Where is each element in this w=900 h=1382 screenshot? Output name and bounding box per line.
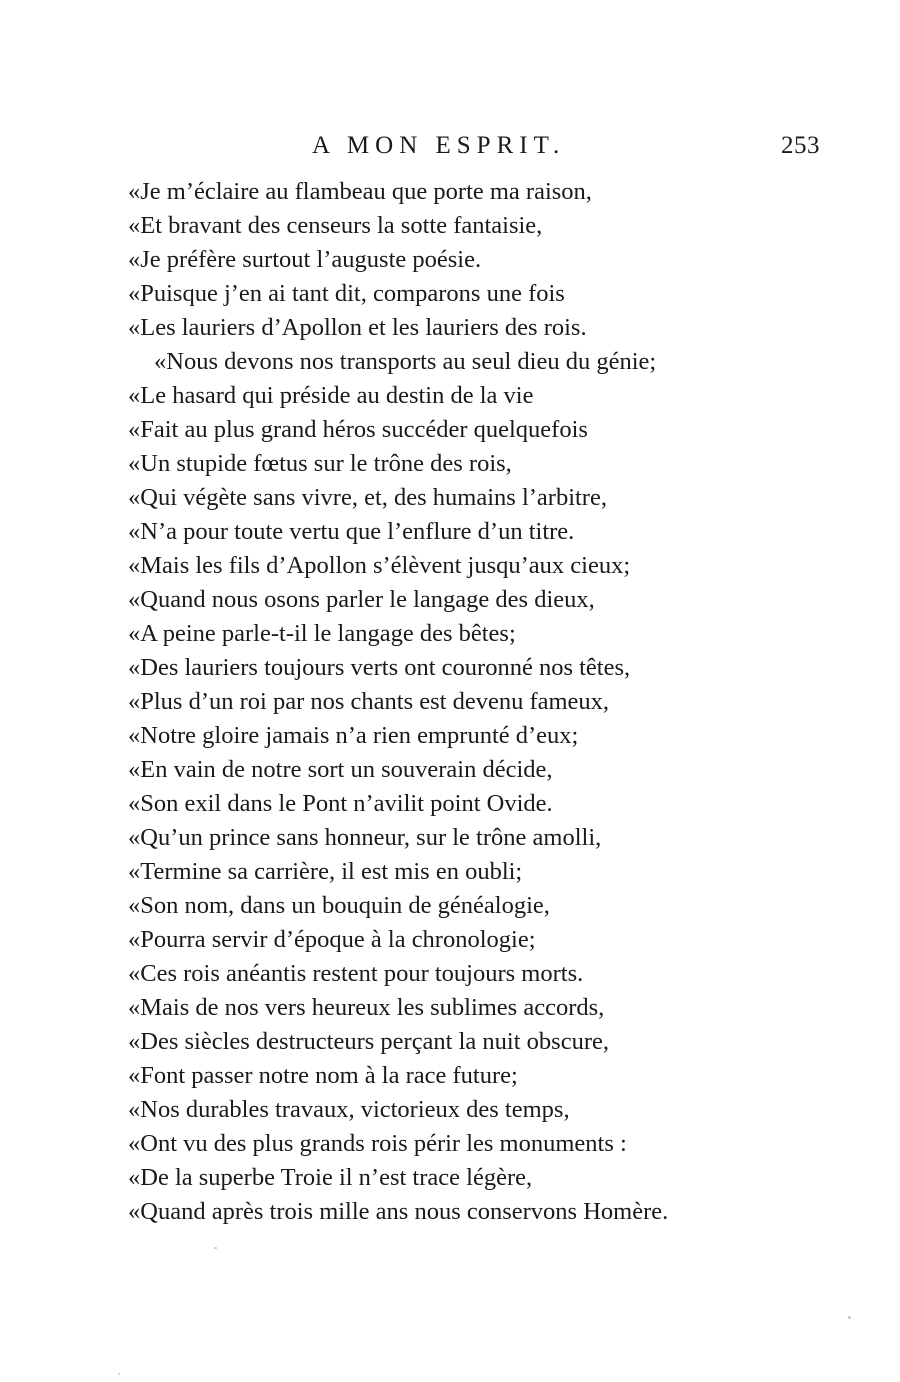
verse-line: «Qui végète sans vivre, et, des humains l’arbitre, (128, 484, 607, 511)
verse-line: «De la superbe Troie il n’est trace légère, (128, 1164, 533, 1191)
paper-speck (848, 1316, 851, 1319)
verse-line: «Ces rois anéantis restent pour toujours morts. (128, 960, 584, 987)
verse-line: «A peine parle-t-il le langage des bêtes; (128, 620, 516, 647)
verse-line: «Notre gloire jamais n’a rien emprunté d’eux; (128, 722, 579, 749)
verse-line: «Pourra servir d’époque à la chronologie; (128, 926, 536, 953)
running-title: A MON ESPRIT. (312, 132, 566, 159)
verse-line: «Font passer notre nom à la race future; (128, 1062, 518, 1089)
verse-line: «Fait au plus grand héros succéder quelquefois (128, 416, 588, 443)
verse-line: «Je m’éclaire au flambeau que porte ma raison, (128, 178, 592, 205)
verse-line: «Nos durables travaux, victorieux des temps, (128, 1096, 570, 1123)
verse-line: «Quand après trois mille ans nous conservons Homère. (128, 1198, 669, 1225)
verse-line: «Les lauriers d’Apollon et les lauriers des rois. (128, 314, 587, 341)
paper-speck (214, 1247, 217, 1249)
verse-line: «Ont vu des plus grands rois périr les monuments : (128, 1130, 627, 1157)
verse-line: «Mais de nos vers heureux les sublimes accords, (128, 994, 605, 1021)
page-number: 253 (781, 132, 820, 159)
verse-line: «Son nom, dans un bouquin de généalogie, (128, 892, 550, 919)
verse-line: «Plus d’un roi par nos chants est devenu fameux, (128, 688, 610, 715)
verse-line: «Termine sa carrière, il est mis en oubli; (128, 858, 523, 885)
verse-line: «N’a pour toute vertu que l’enflure d’un titre. (128, 518, 575, 545)
verse-line: «Mais les fils d’Apollon s’élèvent jusqu’aux cieux; (128, 552, 631, 579)
verse-line: «Qu’un prince sans honneur, sur le trône amolli, (128, 824, 602, 851)
verse-line: «Des lauriers toujours verts ont couronné nos têtes, (128, 654, 631, 681)
paper-speck (118, 1373, 120, 1375)
verse-line: «Nous devons nos transports au seul dieu du génie; (154, 348, 657, 375)
verse-line: «Le hasard qui préside au destin de la vie (128, 382, 534, 409)
verse-line: «Un stupide fœtus sur le trône des rois, (128, 450, 512, 477)
verse-line: «En vain de notre sort un souverain décide, (128, 756, 553, 783)
verse-line: «Des siècles destructeurs perçant la nuit obscure, (128, 1028, 609, 1055)
verse-line: «Je préfère surtout l’auguste poésie. (128, 246, 482, 273)
verse-line: «Puisque j’en ai tant dit, comparons une fois (128, 280, 565, 307)
verse-line: «Son exil dans le Pont n’avilit point Ovide. (128, 790, 553, 817)
poem-verses (128, 175, 788, 1229)
verse-line: «Quand nous osons parler le langage des dieux, (128, 586, 595, 613)
verse-line: «Et bravant des censeurs la sotte fantaisie, (128, 212, 543, 239)
running-head (0, 128, 900, 164)
